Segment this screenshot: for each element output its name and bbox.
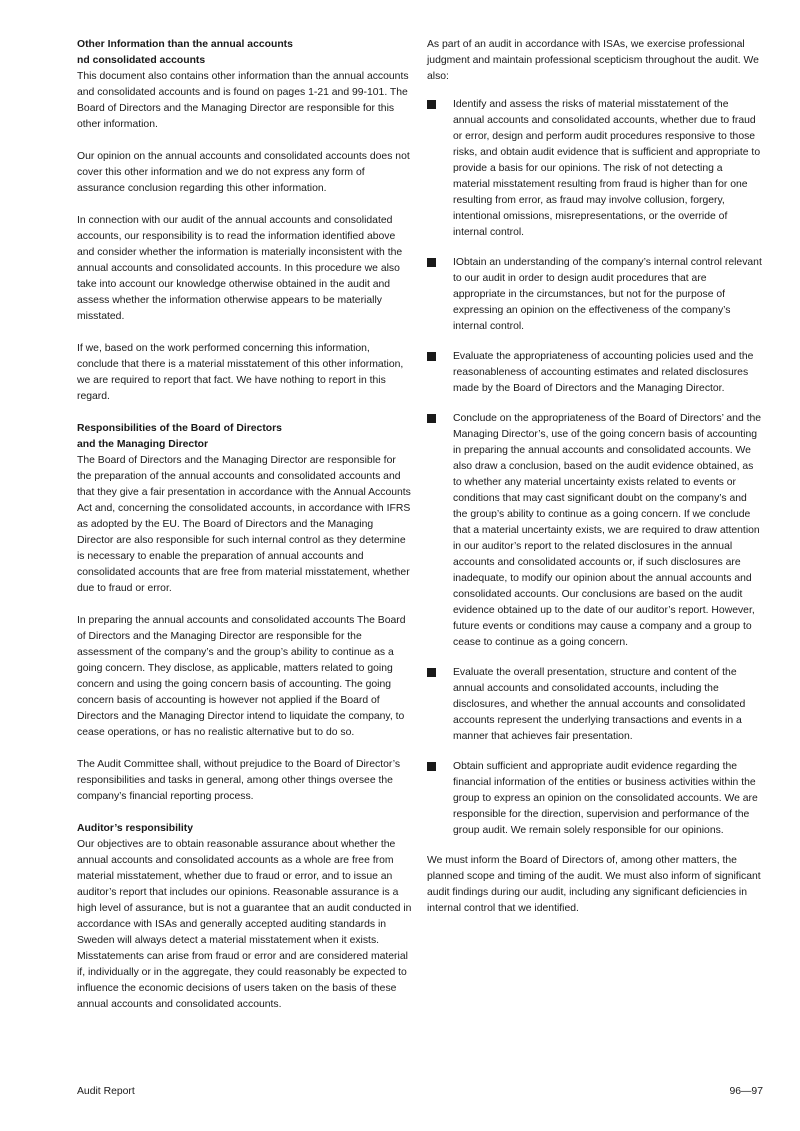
list-item-text: Identify and assess the risks of material misstatement of the annual accounts and consolidated accounts, whether due to fraud or error, design and perform audit procedures responsive to those risks, and obtain audit evidence that is sufficient and appropriate to provide a basis for our opinions. The risk of not detecting a material misstatement resulting from fraud is higher than for one resulting from error, as fraud may involve collusion, forgery, intentional omissions, misrepresentations, or the override of internal control. <box>453 99 761 238</box>
list-item-text: Evaluate the overall presentation, structure and content of the annual accounts and consolidated accounts, including the disclosures, and whether the annual accounts and consolidated accounts represent the underlying transactions and events in a manner that achieves fair presentation. <box>453 667 746 742</box>
other-information-section <box>77 37 412 405</box>
footer-section-title: Audit Report <box>77 1086 135 1097</box>
audit-closing-paragraph: We must inform the Board of Directors of, among other matters, the planned scope and timing of the audit. We must also inform of significant audit findings during our audit, including any significant deficiencies in internal control that we identified. <box>427 855 761 914</box>
other-information-paragraph-2: Our opinion on the annual accounts and consolidated accounts does not cover this other information and we do not express any form of assurance conclusion regarding this other information. <box>77 151 410 194</box>
other-information-paragraph-4: If we, based on the work performed concerning this information, conclude that there is a material misstatement of this other information, we are required to report that fact. We have nothing to report in this regard. <box>77 343 404 402</box>
other-information-paragraph-1: This document also contains other information than the annual accounts and consolidated accounts and is found on pages 1-21 and 99-101. The Board of Directors and the Managing Director are responsible for this other information. <box>77 71 409 130</box>
audit-intro-paragraph: As part of an audit in accordance with ISAs, we exercise professional judgment and maintain professional scepticism throughout the audit. We also: <box>427 39 759 82</box>
square-bullet-icon <box>427 258 436 267</box>
square-bullet-icon <box>427 352 436 361</box>
responsibilities-heading-line1: Responsibilities of the Board of Directors <box>77 423 282 434</box>
square-bullet-icon <box>427 668 436 677</box>
audit-procedures-list <box>427 97 762 839</box>
square-bullet-icon <box>427 100 436 109</box>
list-item <box>427 665 762 745</box>
list-item <box>427 255 762 335</box>
page-numbers: 96—97 <box>729 1086 763 1097</box>
responsibilities-paragraph-2: In preparing the annual accounts and consolidated accounts The Board of Directors and the Managing Director are responsible for the assessment of the company’s and the group’s ability to continue as a going concern. They disclose, as applicable, matters related to going concern and using the going concern basis of accounting. The going concern basis of accounting is however not applied if the Board of Directors and the Managing Director intend to liquidate the company, to cease operations, or has no realistic alternative but to do so. <box>77 615 406 738</box>
responsibilities-heading-line2: and the Managing Director <box>77 439 209 450</box>
other-information-heading-line1: Other Information than the annual accounts <box>77 39 293 50</box>
auditor-responsibility-section <box>77 821 412 1013</box>
list-item-text: Obtain sufficient and appropriate audit evidence regarding the financial information of the entities or business activities within the group to express an opinion on the consolidated accounts. We are responsible for the direction, supervision and performance of the group audit. We remain solely responsible for our opinions. <box>453 761 758 836</box>
square-bullet-icon <box>427 762 436 771</box>
responsibilities-paragraph-3: The Audit Committee shall, without prejudice to the Board of Director’s responsibilities and tasks in general, among other things oversee the company’s financial reporting process. <box>77 759 401 802</box>
responsibilities-section <box>77 421 412 805</box>
list-item-text: IObtain an understanding of the company’s internal control relevant to our audit in order to design audit procedures that are appropriate in the circumstances, but not for the purpose of expressing an opinion on the effectiveness of the company’s internal control. <box>453 257 762 332</box>
other-information-heading-line2: nd consolidated accounts <box>77 55 206 66</box>
list-item <box>427 411 762 651</box>
auditor-responsibility-heading: Auditor’s responsibility <box>77 823 194 834</box>
list-item-text: Conclude on the appropriateness of the Board of Directors’ and the Managing Director’s, use of the going concern basis of accounting in preparing the annual accounts and consolidated accounts. We also draw a conclusion, based on the audit evidence obtained, as to whether any material uncertainty exists related to events or conditions that may cast significant doubt on the company’s and the group’s ability to continue as a going concern. If we conclude that a material uncertainty exists, we are required to draw attention in our auditor’s report to the related disclosures in the annual accounts and consolidated accounts or, if such disclosures are inadequate, to modify our opinion about the annual accounts and consolidated accounts. Our conclusions are based on the audit evidence obtained up to the date of our auditor’s report. However, future events or conditions may cause a company and a group to cease to continue as a going concern. <box>453 413 762 648</box>
list-item <box>427 759 762 839</box>
auditor-responsibility-paragraph-1: Our objectives are to obtain reasonable assurance about whether the annual accounts and consolidated accounts as a whole are free from material misstatement, whether due to fraud or error, and to issue an auditor’s report that includes our opinions. Reasonable assurance is a high level of assurance, but is not a guarantee that an audit conducted in accordance with ISAs and generally accepted auditing standards in Sweden will always detect a material misstatement when it exists. Misstatements can arise from fraud or error and are considered material if, individually or in the aggregate, they could reasonably be expected to influence the economic decisions of users taken on the basis of these annual accounts and consolidated accounts. <box>77 839 412 1010</box>
list-item <box>427 97 762 241</box>
list-item <box>427 349 762 397</box>
left-column <box>77 37 412 1029</box>
list-item-text: Evaluate the appropriateness of accounting policies used and the reasonableness of accounting estimates and related disclosures made by the Board of Directors and the Managing Director. <box>453 351 754 394</box>
responsibilities-paragraph-1: The Board of Directors and the Managing Director are responsible for the preparation of the annual accounts and consolidated accounts and that they give a fair presentation in accordance with the Annual Accounts Act and, concerning the consolidated accounts, in accordance with IFRS as adopted by the EU. The Board of Directors and the Managing Director are also responsible for such internal control as they determine is necessary to enable the preparation of annual accounts and consolidated accounts that are free from material misstatement, whether due to fraud or error. <box>77 455 411 594</box>
other-information-paragraph-3: In connection with our audit of the annual accounts and consolidated accounts, our responsibility is to read the information identified above and consider whether the information is materially inconsistent with the annual accounts and consolidated accounts. In this procedure we also take into account our knowledge otherwise obtained in the audit and assess whether the information otherwise appears to be materially misstated. <box>77 215 403 322</box>
square-bullet-icon <box>427 414 436 423</box>
right-column <box>427 37 762 933</box>
